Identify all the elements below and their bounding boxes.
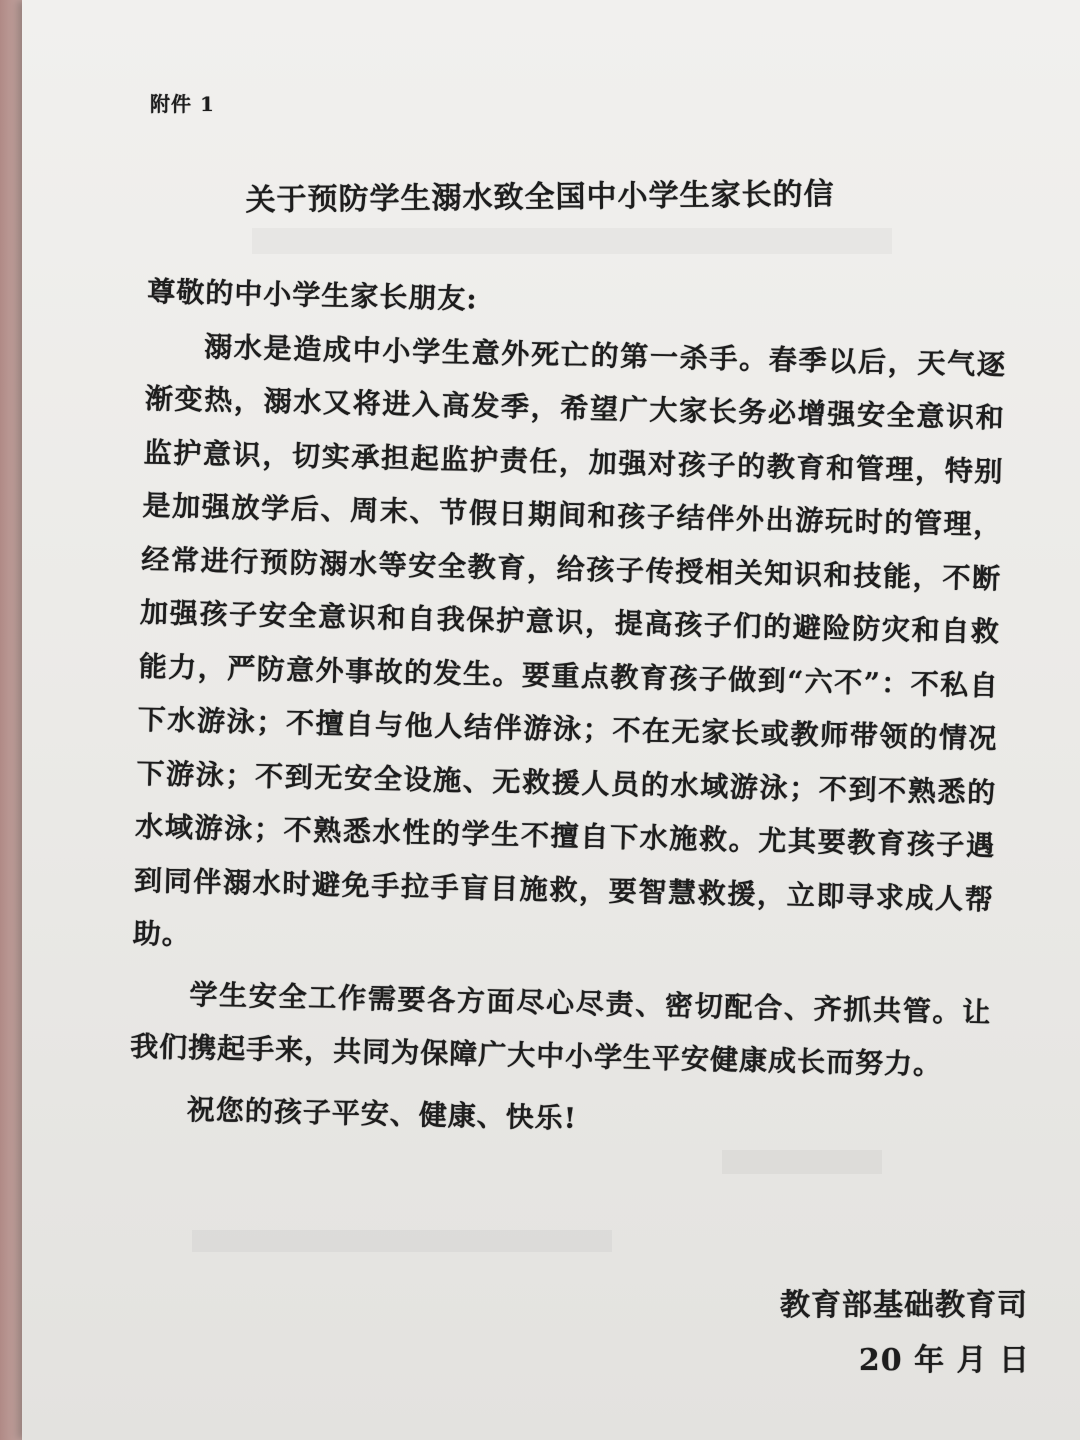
- attachment-label: 附件 1: [150, 92, 215, 116]
- paragraph-1: 溺水是造成中小学生意外死亡的第一杀手。春季以后，天气逐渐变热，溺水又将进入高发季，希望广大家长务必增强安全意识和监护意识，切实承担起监护责任，加强对孩子的教育和管理，特别是加强放学后、周末、节假日期间和孩子结伴外出游玩时的管理，经常进行预防溺水等安全教育，给孩子传授相关知识和技能，不断加强孩子安全意识和自我保护意识，提高孩子们的避险防灾和自救能力，严防意外事故的发生。要重点教育孩子做到“六不”：不私自下水游泳；不擅自与他人结伴游泳；不在无家长或教师带领的情况下游泳；不到无安全设施、无救援人员的水域游泳；不到不熟悉的水域游泳；不熟悉水性的学生不擅自下水施救。尤其要教育孩子遇到同伴溺水时避免手拉手盲目施救，要智慧救援，立即寻求成人帮助。: [132, 329, 1007, 952]
- closing-wish: 祝您的孩子平安、健康、快乐!: [186, 1092, 578, 1135]
- signature-issuer: 教育部基础教育司: [780, 1288, 1028, 1323]
- show-through-smudge: [252, 228, 892, 254]
- signature-date: 20 年 月 日: [858, 1343, 1030, 1378]
- paragraph-2: 学生安全工作需要各方面尽心尽责、密切配合、齐抓共管。让我们携起手来，共同为保障广大中小学生平安健康成长而努力。: [129, 977, 992, 1082]
- salutation: 尊敬的中小学生家长朋友:: [147, 274, 479, 316]
- document-title: 关于预防学生溺水致全国中小学生家长的信: [245, 176, 835, 219]
- show-through-smudge: [192, 1230, 612, 1252]
- letter-body: [128, 265, 1008, 1154]
- show-through-smudge: [722, 1150, 882, 1174]
